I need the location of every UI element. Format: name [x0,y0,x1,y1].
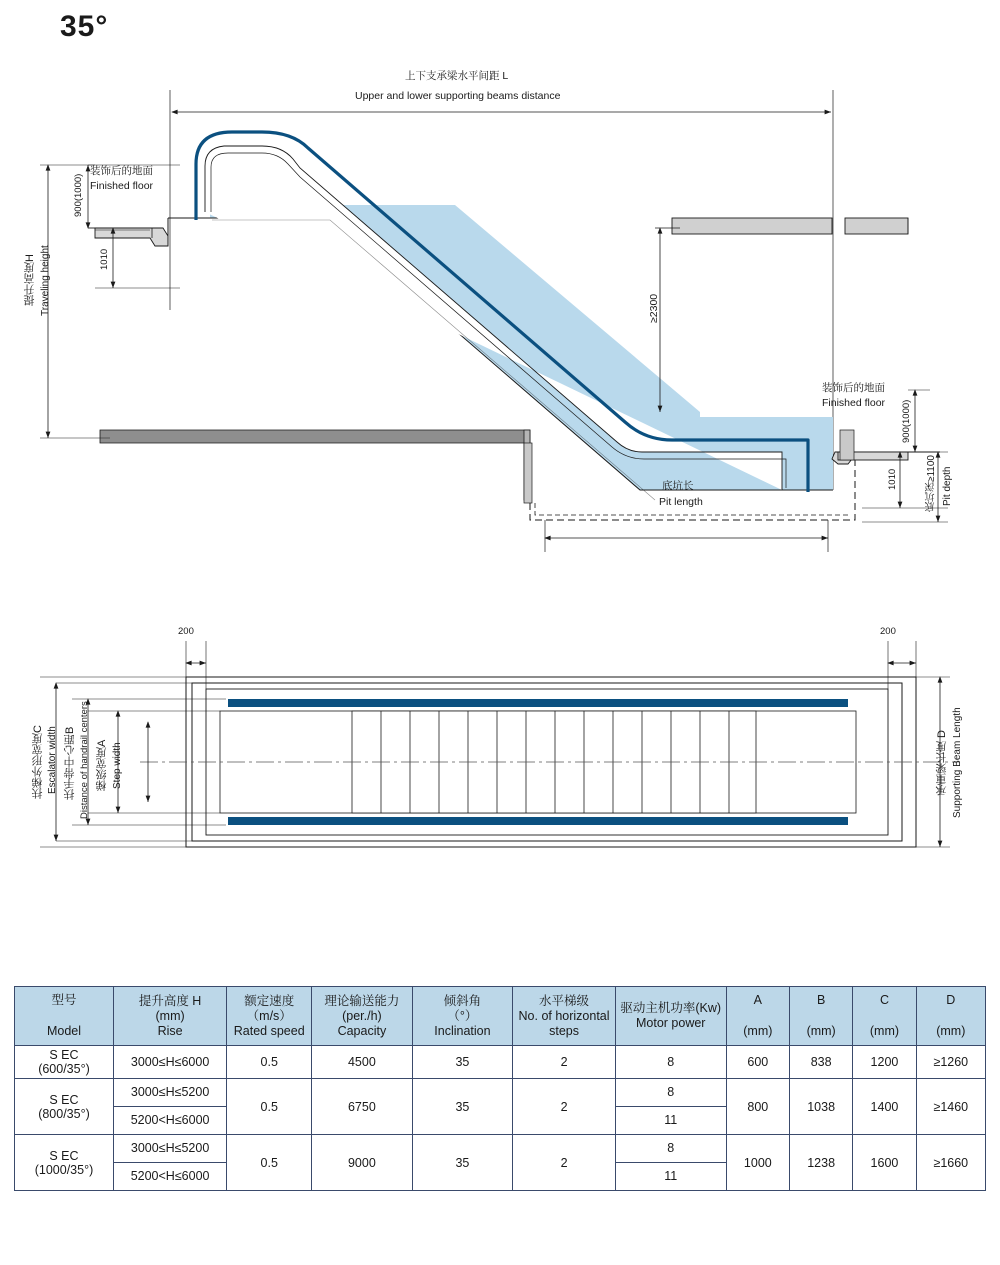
th-horizontal-steps-cn: 水平梯级 [539,993,590,1008]
th-c [853,987,916,1046]
th-inclination-en: Inclination [434,1023,491,1038]
cell-motor-power: 8 [615,1046,726,1079]
cell-rise [113,1135,226,1191]
cell-c: 1400 [853,1079,916,1135]
th-speed-unit: （m/s） [246,1008,292,1023]
model-line2: (800/35°) [38,1106,90,1121]
th-d [916,987,985,1046]
th-speed-en: Rated speed [233,1023,305,1038]
label-pit-length-cn: 底坑长 [662,480,694,492]
th-model [15,987,114,1046]
model-line2: (600/35°) [38,1062,90,1076]
model-line1: S EC [49,1048,79,1062]
motor-power-option-1: 8 [616,1079,726,1107]
th-horizontal-steps [513,987,616,1046]
dim-1010-top: 1010 [99,248,110,270]
dim-900-top: 900(1000) [73,173,84,217]
th-rise-unit: (mm) [155,1008,185,1023]
th-c-cn: C [879,993,889,1007]
cell-model [15,1079,114,1135]
motor-power-option-2: 11 [664,1169,678,1183]
th-rise-cn: 提升高度 H [138,993,202,1008]
table-row [15,1046,986,1079]
label-finished-floor-bottom-en: Finished floor [822,397,886,409]
cell-b: 1238 [789,1135,852,1191]
th-a-unit: (mm) [743,1024,773,1038]
cell-d: ≥1460 [916,1079,985,1135]
label-traveling-height-cn: 提升高度H [24,254,36,306]
th-motor-power [615,987,726,1046]
cell-a: 800 [726,1079,789,1135]
cell-horizontal-steps: 2 [513,1135,616,1191]
th-b [789,987,852,1046]
cell-model [15,1046,114,1079]
th-a-cn: A [753,993,762,1007]
label-step-width-cn: 梯级宽度A [96,739,108,791]
th-rise [113,987,226,1046]
cell-speed: 0.5 [227,1046,312,1079]
cell-motor-power [615,1135,726,1191]
cell-a: 600 [726,1046,789,1079]
th-speed [227,987,312,1046]
cell-b: 838 [789,1046,852,1079]
cell-speed: 0.5 [227,1135,312,1191]
th-b-unit: (mm) [806,1024,836,1038]
th-rise-en: Rise [157,1023,183,1038]
cell-capacity: 6750 [312,1079,412,1135]
table-row [15,1135,986,1191]
label-beam-length-cn: 承重梁长度 D [936,730,948,796]
label-step-width-en: Step width [112,742,123,790]
th-capacity-cn: 理论输送能力 [324,993,400,1008]
rise-option-1: 3000≤H≤5200 [114,1135,226,1163]
model-line1: S EC [49,1092,79,1107]
motor-power-option-1: 8 [616,1135,726,1163]
model-line1: S EC [49,1148,79,1163]
cell-d: ≥1660 [916,1135,985,1191]
cell-capacity: 4500 [312,1046,412,1079]
specification-table [14,986,986,1191]
label-handrail-centers-en: Distance of handrail centers [79,701,90,819]
cell-a: 1000 [726,1135,789,1191]
escalator-plan-view [0,615,1000,875]
label-finished-floor-top-cn: 装饰后的地面 [90,165,153,177]
th-motor-power-cn: 驱动主机功率(Kw) [620,1001,722,1015]
th-model-cn: 型号 [51,993,77,1007]
label-beam-length-en: Supporting Beam Length [952,707,963,819]
table-header-row [15,987,986,1046]
th-inclination [412,987,513,1046]
cell-d: ≥1260 [916,1046,985,1079]
label-beams-distance-cn: 上下支承梁水平间距 L [405,70,509,82]
dim-900-bottom: 900(1000) [901,399,912,443]
rise-option-2: 5200<H≤6000 [130,1113,210,1127]
label-traveling-height-en: Traveling height [40,245,51,317]
th-motor-power-en: Motor power [635,1016,706,1030]
cell-c: 1200 [853,1046,916,1079]
th-inclination-cn: 倾斜角 [443,993,482,1008]
dim-1010-bottom: 1010 [887,468,898,490]
label-pit-depth-cn: 底坑深≥1100 [926,455,937,513]
dim-headroom: ≥2300 [648,293,660,323]
label-handrail-centers-cn: 扶手带中心距B [64,726,76,800]
label-escalator-width-cn: 扶梯外形宽度C [32,725,44,799]
label-beams-distance-en: Upper and lower supporting beams distance [355,90,561,102]
label-pit-depth-en: Pit depth [942,466,953,506]
label-escalator-width-en: Escalator width [47,726,58,794]
cell-inclination: 35 [412,1079,513,1135]
th-capacity [312,987,412,1046]
th-speed-cn: 额定速度 [244,993,295,1008]
th-a [726,987,789,1046]
cell-rise: 3000≤H≤6000 [113,1046,226,1079]
dim-200-right: 200 [880,626,896,637]
page-title: 35° [60,10,109,43]
th-inclination-unit: （°） [447,1008,478,1023]
cell-horizontal-steps: 2 [513,1046,616,1079]
th-horizontal-steps-en: No. of horizontal steps [518,1008,610,1038]
cell-motor-power [615,1079,726,1135]
cell-capacity: 9000 [312,1135,412,1191]
dim-200-left: 200 [178,626,194,637]
cell-inclination: 35 [412,1046,513,1079]
label-pit-length-en: Pit length [659,496,703,508]
cell-b: 1038 [789,1079,852,1135]
rise-option-2: 5200<H≤6000 [130,1169,210,1183]
motor-power-option-2: 11 [664,1113,678,1127]
table-row [15,1079,986,1135]
th-d-unit: (mm) [936,1024,966,1038]
cell-model [15,1135,114,1191]
label-finished-floor-bottom-cn: 装饰后的地面 [822,382,885,394]
cell-c: 1600 [853,1135,916,1191]
th-capacity-en: Capacity [337,1023,387,1038]
label-finished-floor-top-en: Finished floor [90,180,154,192]
th-model-en: Model [46,1024,81,1038]
th-c-unit: (mm) [869,1024,900,1038]
cell-inclination: 35 [412,1135,513,1191]
escalator-side-elevation [0,60,1000,580]
rise-option-1: 3000≤H≤5200 [114,1079,226,1107]
th-capacity-unit: (per./h) [342,1008,382,1023]
cell-rise [113,1079,226,1135]
cell-horizontal-steps: 2 [513,1079,616,1135]
th-b-cn: B [816,993,826,1007]
model-line2: (1000/35°) [34,1162,94,1177]
cell-speed: 0.5 [227,1079,312,1135]
th-d-cn: D [946,993,956,1007]
